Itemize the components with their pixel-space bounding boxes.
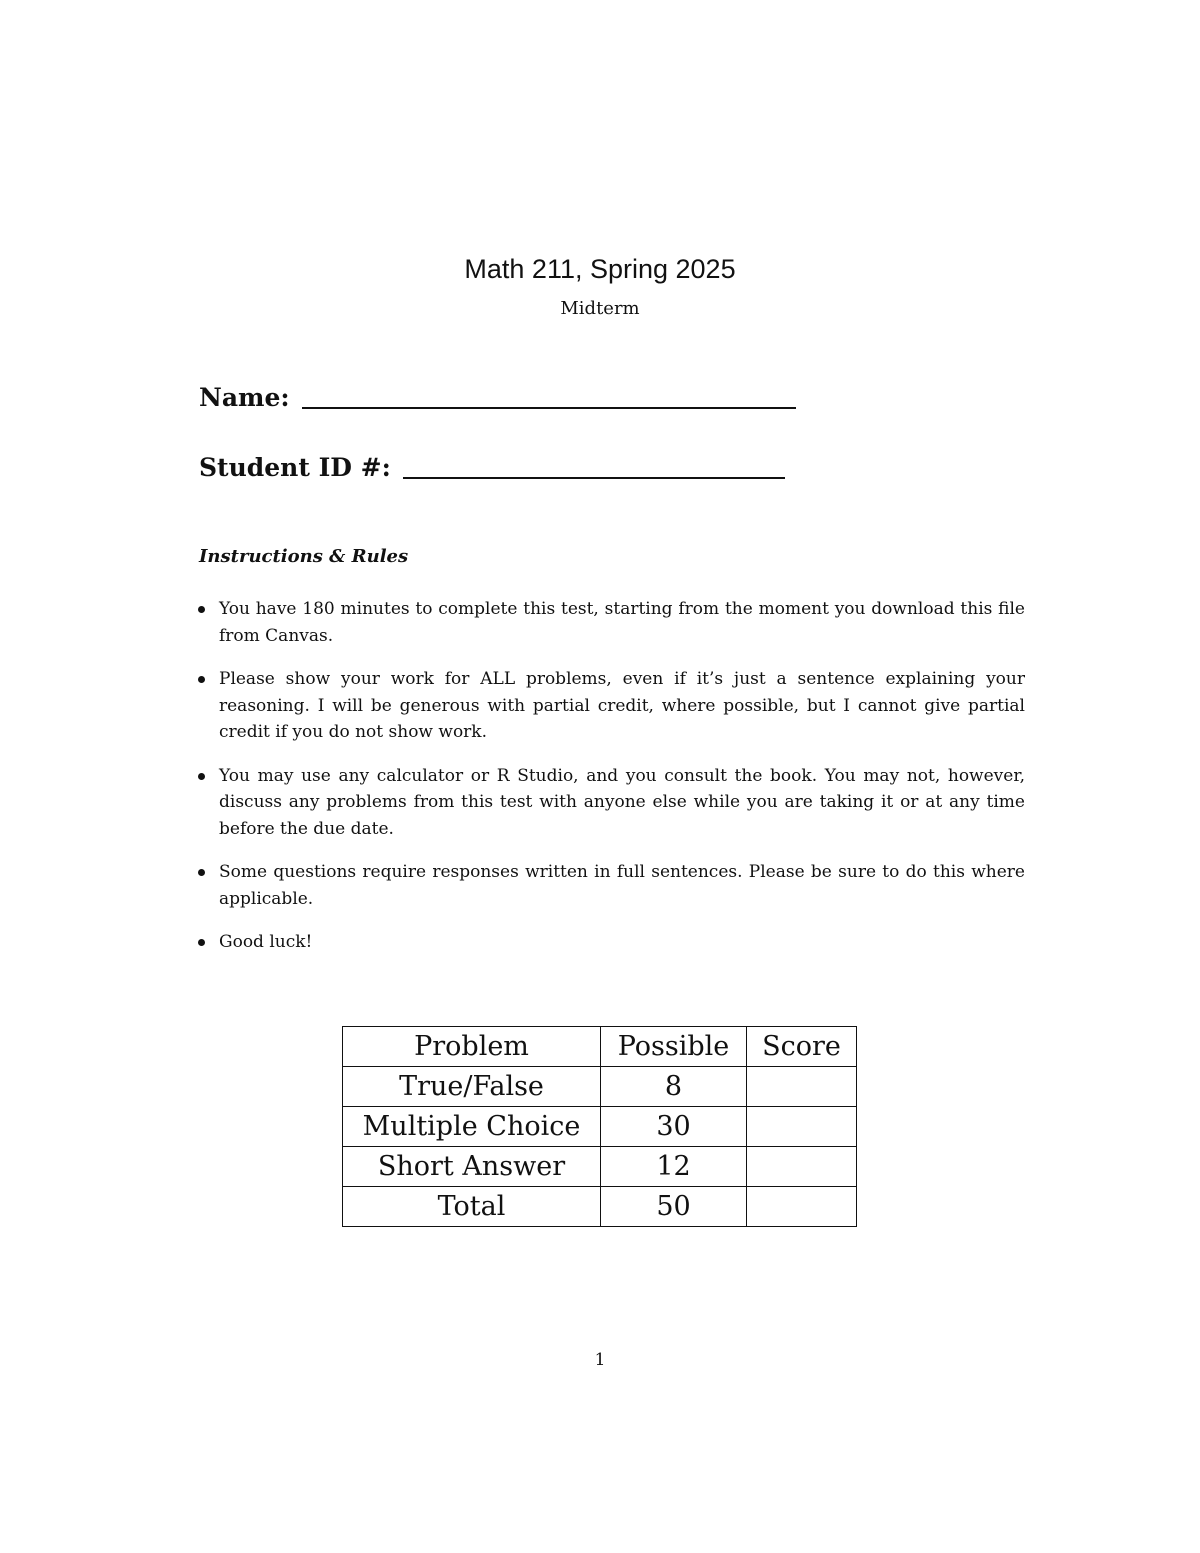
problem-cell: Short Answer (343, 1147, 601, 1187)
bullet-icon (198, 939, 205, 946)
score-cell[interactable] (747, 1107, 857, 1147)
possible-cell: 8 (601, 1067, 747, 1107)
table-row (343, 1187, 857, 1227)
student-id-label: Student ID #: (199, 453, 391, 482)
list-item-text: Please show your work for ALL problems, even if it’s just a sentence explaining your reasoning. I will be generous with partial credit, where possible, but I cannot give partial credit if you do not show work. (219, 669, 1025, 742)
table-row (343, 1107, 857, 1147)
table-row (343, 1147, 857, 1187)
list-item (197, 763, 1025, 843)
problem-cell: Multiple Choice (343, 1107, 601, 1147)
bullet-icon (198, 676, 205, 683)
problem-cell: True/False (343, 1067, 601, 1107)
bullet-icon (198, 869, 205, 876)
column-header-possible: Possible (601, 1027, 747, 1067)
name-label: Name: (199, 383, 290, 412)
score-cell[interactable] (747, 1067, 857, 1107)
score-cell[interactable] (747, 1187, 857, 1227)
column-header-problem: Problem (343, 1027, 601, 1067)
name-field (199, 382, 796, 414)
list-item (197, 596, 1025, 649)
name-blank-line[interactable] (302, 383, 796, 409)
list-item-text: Some questions require responses written in full sentences. Please be sure to do this where applicable. (219, 862, 1025, 909)
instructions-list (197, 596, 1025, 973)
possible-cell: 30 (601, 1107, 747, 1147)
document-subtitle: Midterm (560, 298, 640, 319)
score-table (342, 1026, 857, 1227)
possible-cell: 12 (601, 1147, 747, 1187)
student-id-blank-line[interactable] (403, 453, 785, 479)
page-number: 1 (594, 1350, 606, 1370)
list-item (197, 666, 1025, 746)
problem-cell: Total (343, 1187, 601, 1227)
list-item (197, 929, 1025, 956)
bullet-icon (198, 606, 205, 613)
score-cell[interactable] (747, 1147, 857, 1187)
possible-cell: 50 (601, 1187, 747, 1227)
student-id-field (199, 452, 785, 484)
list-item-text: Good luck! (219, 932, 313, 952)
instructions-heading: Instructions & Rules (199, 546, 409, 567)
table-row (343, 1067, 857, 1107)
column-header-score: Score (747, 1027, 857, 1067)
bullet-icon (198, 773, 205, 780)
list-item-text: You have 180 minutes to complete this test, starting from the moment you download this file from Canvas. (219, 599, 1025, 646)
table-header-row (343, 1027, 857, 1067)
list-item (197, 859, 1025, 912)
list-item-text: You may use any calculator or R Studio, and you consult the book. You may not, however, discuss any problems from this test with anyone else while you are taking it or at any time before the due date. (219, 765, 1025, 839)
document-title: Math 211, Spring 2025 (464, 254, 736, 284)
